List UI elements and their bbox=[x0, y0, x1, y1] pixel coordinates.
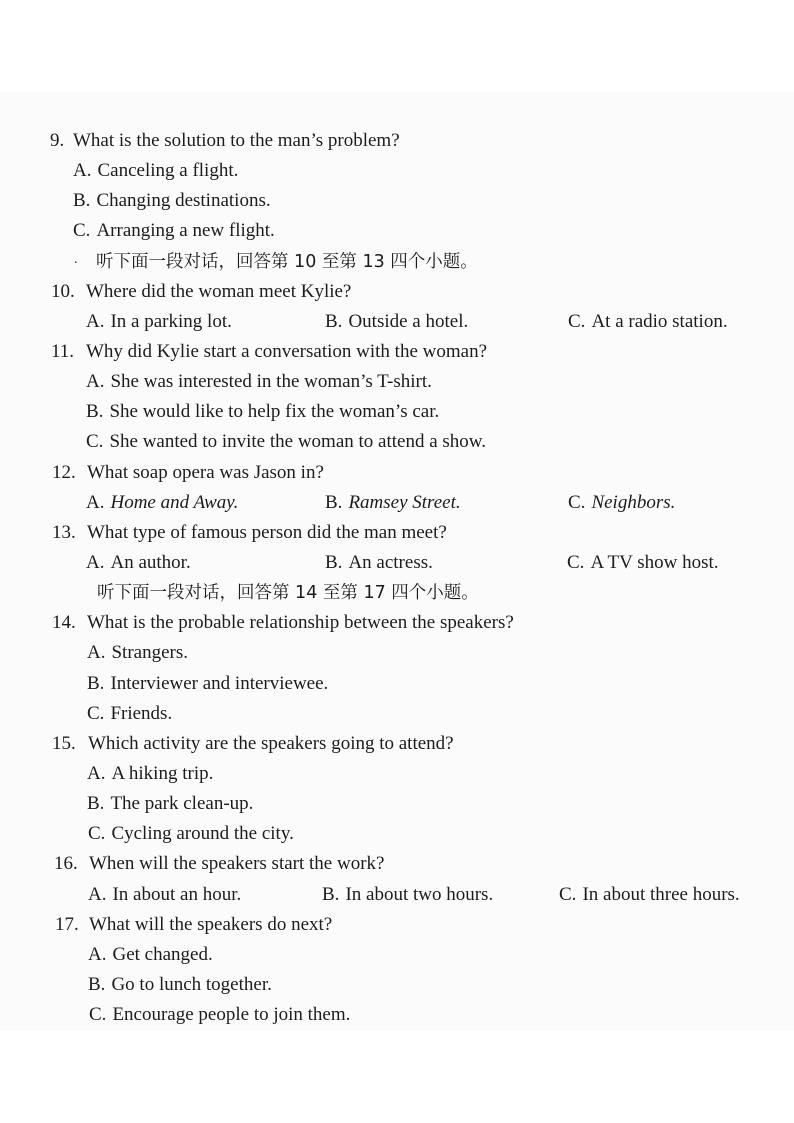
option-b: B. Changing destinations. bbox=[73, 190, 271, 212]
option-b: B. Interviewer and interviewee. bbox=[87, 672, 329, 694]
option-b: B. In about two hours. bbox=[322, 883, 494, 905]
option-a: A. A hiking trip. bbox=[87, 762, 214, 784]
option-c: C. She wanted to invite the woman to attend a show. bbox=[86, 431, 487, 453]
question-text: What is the probable relationship between the speakers? bbox=[87, 612, 514, 634]
question-number: 12. bbox=[52, 461, 76, 483]
option-b: B. Go to lunch together. bbox=[88, 973, 272, 995]
question-number: 9. bbox=[50, 130, 65, 151]
option-b: B. She would like to help fix the woman’s car. bbox=[86, 401, 440, 423]
option-row bbox=[0, 156, 794, 186]
option-c: C. At a radio station. bbox=[568, 310, 728, 332]
question-10 bbox=[0, 277, 794, 307]
question-text: What soap opera was Jason in? bbox=[87, 461, 324, 483]
question-14 bbox=[0, 608, 794, 638]
question-17 bbox=[0, 910, 794, 940]
option-row bbox=[0, 880, 794, 910]
question-15 bbox=[0, 729, 794, 759]
question-number: 16. bbox=[54, 853, 78, 875]
question-9 bbox=[0, 126, 794, 156]
stray-mark: . bbox=[74, 251, 78, 267]
option-c: C. In about three hours. bbox=[559, 883, 740, 905]
question-text: What is the solution to the man’s problem? bbox=[73, 130, 400, 151]
option-a: A. Get changed. bbox=[88, 943, 213, 965]
option-a: A. Strangers. bbox=[87, 642, 188, 664]
option-c: C. Arranging a new flight. bbox=[73, 220, 275, 242]
question-text: Which activity are the speakers going to attend? bbox=[88, 732, 454, 754]
option-b: B. Ramsey Street. bbox=[325, 491, 461, 513]
option-row bbox=[0, 488, 794, 518]
question-number: 17. bbox=[55, 913, 79, 935]
option-row bbox=[0, 397, 794, 427]
option-row bbox=[0, 699, 794, 729]
option-row bbox=[0, 427, 794, 457]
option-row bbox=[0, 307, 794, 337]
option-row bbox=[0, 638, 794, 668]
option-c: C. Friends. bbox=[87, 702, 173, 724]
question-text: What will the speakers do next? bbox=[89, 913, 333, 935]
section-instruction bbox=[0, 247, 794, 277]
option-c: C. Neighbors. bbox=[568, 491, 676, 513]
instruction-text: 听下面一段对话，回答第 10 至第 13 四个小题。 bbox=[96, 251, 478, 272]
option-row bbox=[0, 216, 794, 246]
instruction-text: 听下面一段对话，回答第 14 至第 17 四个小题。 bbox=[97, 583, 479, 604]
question-number: 15. bbox=[52, 732, 76, 754]
option-row bbox=[0, 367, 794, 397]
option-row bbox=[0, 789, 794, 819]
option-row bbox=[0, 940, 794, 970]
option-row bbox=[0, 970, 794, 1000]
listening-questions bbox=[0, 126, 794, 1030]
option-row bbox=[0, 1000, 794, 1030]
question-text: Where did the woman meet Kylie? bbox=[86, 280, 352, 302]
option-b: B. An actress. bbox=[325, 551, 433, 573]
option-c: C. A TV show host. bbox=[567, 551, 719, 573]
option-b: B. The park clean-up. bbox=[87, 793, 254, 815]
question-text: When will the speakers start the work? bbox=[89, 853, 385, 875]
option-b: B. Outside a hotel. bbox=[325, 310, 469, 332]
option-a: A. In a parking lot. bbox=[86, 310, 232, 332]
option-a: A. She was interested in the woman’s T-shirt. bbox=[86, 371, 432, 393]
option-c: C. Encourage people to join them. bbox=[89, 1004, 351, 1026]
question-16 bbox=[0, 849, 794, 879]
question-number: 14. bbox=[52, 612, 76, 634]
question-number: 13. bbox=[52, 521, 76, 543]
question-12 bbox=[0, 458, 794, 488]
option-a: A. An author. bbox=[86, 551, 191, 573]
option-c: C. Cycling around the city. bbox=[88, 823, 294, 845]
option-row bbox=[0, 186, 794, 216]
question-13 bbox=[0, 518, 794, 548]
option-a: A. Canceling a flight. bbox=[73, 160, 239, 182]
option-row bbox=[0, 548, 794, 578]
option-a: A. In about an hour. bbox=[88, 883, 242, 905]
section-instruction bbox=[0, 578, 794, 608]
question-text: What type of famous person did the man meet? bbox=[87, 521, 447, 543]
question-number: 10. bbox=[51, 280, 75, 302]
question-text: Why did Kylie start a conversation with the woman? bbox=[86, 340, 488, 362]
question-number: 11. bbox=[51, 340, 75, 362]
question-11 bbox=[0, 337, 794, 367]
option-a: A. Home and Away. bbox=[86, 491, 239, 513]
option-row bbox=[0, 819, 794, 849]
option-row bbox=[0, 759, 794, 789]
option-row bbox=[0, 669, 794, 699]
